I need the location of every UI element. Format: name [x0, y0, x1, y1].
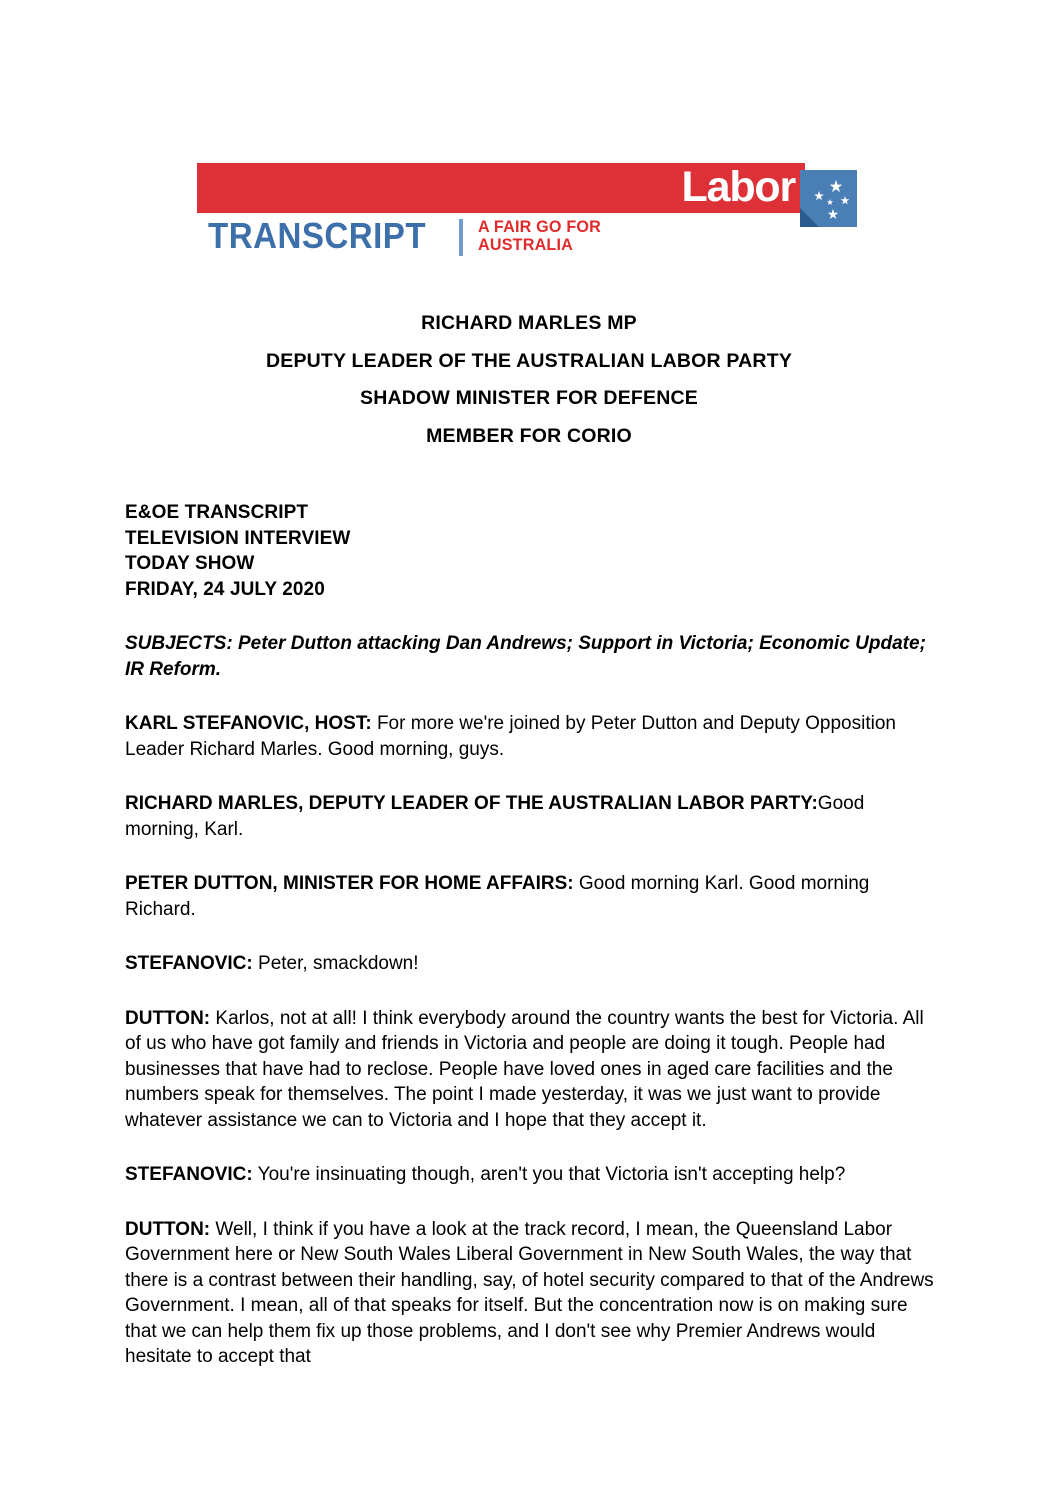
transcript-entry [125, 871, 937, 922]
meta-programme: TODAY SHOW [125, 553, 255, 574]
transcript-metadata [125, 500, 937, 602]
tagline [478, 218, 601, 254]
meta-date: FRIDAY, 24 JULY 2020 [125, 578, 325, 600]
transcript-wordmark-row [208, 216, 607, 256]
transcript-entry [125, 1006, 937, 1134]
speaker-label: PETER DUTTON, MINISTER FOR HOME AFFAIRS: [125, 873, 574, 894]
speaker-label: STEFANOVIC: [125, 1164, 253, 1185]
letterhead [197, 163, 858, 259]
speaker-text: Good morning Karl. Good morning Richard. [125, 873, 870, 920]
labor-wordmark: Labor [681, 163, 795, 211]
speaker-label: RICHARD MARLES, DEPUTY LEADER OF THE AUSTRALIAN LABOR PARTY: [125, 793, 818, 814]
speaker-label: DUTTON: [125, 1218, 211, 1240]
transcript-entry [125, 1217, 937, 1370]
wordmark-divider [459, 219, 463, 256]
title-line-role1: DEPUTY LEADER OF THE AUSTRALIAN LABOR PARTY [265, 349, 793, 372]
speaker-text: Good morning, Karl. [125, 793, 865, 840]
transcript-wordmark: TRANSCRIPT [208, 215, 427, 256]
meta-format: TELEVISION INTERVIEW [125, 527, 351, 549]
title-line-name: RICHARD MARLES MP [421, 312, 637, 334]
southern-cross-flag-icon [800, 170, 857, 227]
speaker-text: You're insinuating though, aren't you that Victoria isn't accepting help? [257, 1164, 846, 1185]
speaker-text: For more we're joined by Peter Dutton and Deputy Opposition Leader Richard Marles. Good morning, guys. [125, 713, 896, 760]
transcript-entry [125, 711, 937, 762]
speaker-text: Well, I think if you have a look at the track record, I mean, the Queensland Labor Government here or New South Wales Liberal Government in New South Wales, the way that there is a contrast between their handling, say, of hotel security compared to that of the Andrews Government. I mean, all of that speaks for itself. But the concentration now is on making sure that we can help them fix up those problems, and I don't see why Premier Andrews would hesitate to accept that [125, 1218, 934, 1367]
speaker-text: Peter, smackdown! [258, 953, 419, 974]
document-body [125, 500, 937, 1370]
subjects-line: SUBJECTS: Peter Dutton attacking Dan Andrews; Support in Victoria; Economic Update; IR Reform. [125, 633, 926, 680]
title-line-role3: MEMBER FOR CORIO [426, 424, 632, 447]
meta-eoe: E&OE TRANSCRIPT [125, 502, 309, 523]
title-line-role2: SHADOW MINISTER FOR DEFENCE [360, 387, 698, 409]
page-title [0, 305, 1058, 455]
speaker-label: STEFANOVIC: [125, 953, 253, 974]
transcript-entry [125, 1162, 937, 1188]
transcript-list [125, 711, 937, 1370]
speaker-label: KARL STEFANOVIC, HOST: [125, 713, 372, 734]
transcript-entry [125, 791, 937, 842]
speaker-text: Karlos, not at all! I think everybody around the country wants the best for Victoria. All of us who have got family and friends in Victoria and people are doing it tough. People had businesses that have had to reclose. People have loved ones in aged care facilities and the numbers speak for themselves. The point I made yesterday, it was we just want to provide whatever assistance we can to Victoria and I hope that they accept it. [125, 1007, 924, 1131]
tagline-line-1: A FAIR GO FOR [478, 217, 602, 236]
transcript-entry [125, 951, 937, 977]
tagline-line-2: AUSTRALIA [478, 235, 574, 254]
speaker-label: DUTTON: [125, 1007, 211, 1029]
red-banner-bar [197, 163, 805, 213]
